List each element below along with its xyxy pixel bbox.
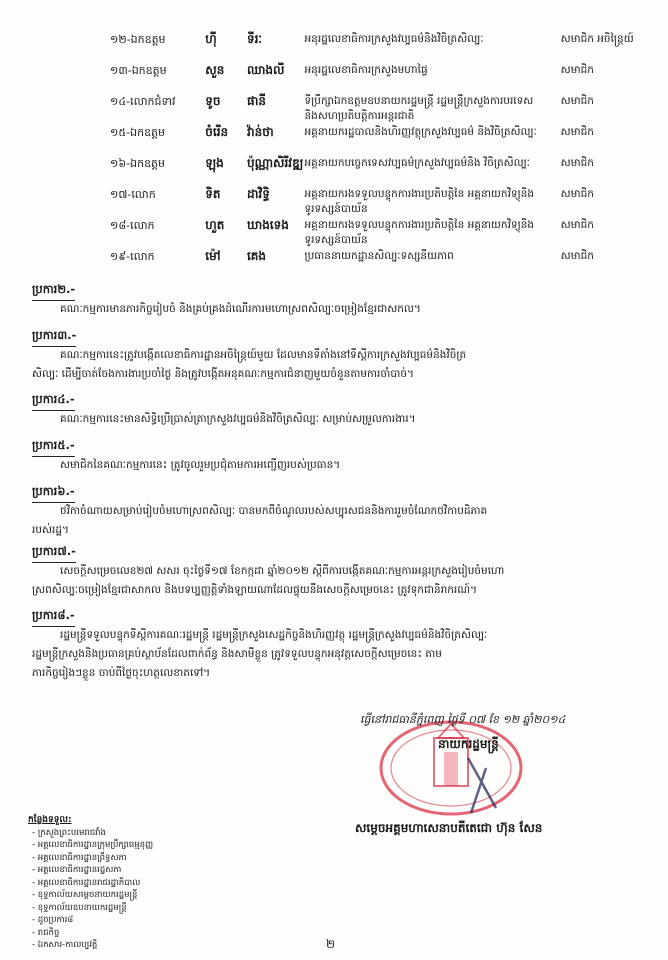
member-surname: ឡុង bbox=[205, 156, 224, 170]
article-body: គណៈកម្មការមានភារកិច្ចរៀបចំ និងគ្រប់គ្រងដំណើរការមហោស្រពសិល្បៈចម្រៀងខ្មែរជាសកល។ bbox=[60, 303, 421, 315]
signing-date: ធ្វើនៅរាជធានីភ្នំពេញ ថ្ងៃទី ០៧ ខែ ១២ ឆ្នាំ២០១៤ bbox=[360, 713, 566, 726]
member-surname: ទូច bbox=[205, 94, 221, 108]
member-given-name: ដាវិទ្ធិ bbox=[246, 187, 270, 201]
article-body-continued: រដ្ឋមន្ត្រីក្រសួងនិងប្រធានគ្រប់ស្ថាប័នដែលពាក់ព័ន្ធ និងសាមីខ្លួន ត្រូវទទួលបន្ទុកអនុវត្តសេចក្ដីសម្រេចនេះ តាម bbox=[32, 648, 442, 660]
signer-title: នាយករដ្ឋមន្ត្រី bbox=[438, 737, 499, 751]
article-body-continued: របស់រដ្ឋ។ bbox=[32, 524, 69, 536]
member-position: អនុរដ្ឋលេខាធិការក្រសួងវប្បធម៌និងវិចិត្រសិល្បៈ bbox=[304, 33, 484, 45]
recipient-item: - ឯកសារ-កាលប្បវត្តិ bbox=[32, 940, 98, 950]
page-number: ២ bbox=[326, 937, 336, 951]
member-surname: ទិត bbox=[205, 187, 221, 201]
member-role: សមាជិក bbox=[560, 157, 594, 169]
member-row bbox=[110, 94, 640, 125]
member-number: ១២-ឯកឧត្តម bbox=[110, 33, 166, 46]
article-heading: ប្រការ៤.- bbox=[32, 392, 75, 411]
member-given-name: ប៉ុណ្ណាសិរីវឌ្ឍ bbox=[246, 156, 304, 170]
article-body: សេចក្ដីសម្រេចលេខ២៧ សសរ ចុះថ្ងៃទី១៧ ខែកក្កដា ឆ្នាំ២០១២ ស្ដីពីការបង្កើតគណៈកម្មការអន្តរក្រសួងរៀបចំមហោ bbox=[60, 565, 505, 577]
member-number: ១៦-ឯកឧត្តម bbox=[110, 157, 165, 170]
article-heading: ប្រការ៣.- bbox=[32, 328, 76, 347]
member-number: ១៥-ឯកឧត្តម bbox=[110, 126, 165, 139]
member-role: សមាជិក bbox=[560, 95, 594, 107]
article-body-continued: ភារកិច្ចរៀងៗខ្លួន ចាប់ពីថ្ងៃចុះហត្ថលេខាតទៅ។ bbox=[32, 667, 211, 679]
member-surname: សួន bbox=[205, 63, 225, 77]
recipient-item: - ដូចប្រការ៨ bbox=[32, 915, 74, 925]
article-heading: ប្រការ៧.- bbox=[32, 544, 76, 563]
member-number: ១៨-លោក bbox=[110, 219, 155, 232]
member-list bbox=[110, 32, 640, 280]
member-number: ១៣-ឯកឧត្តម bbox=[110, 64, 167, 77]
article-body: សមាជិកនៃគណៈកម្មការនេះ ត្រូវចូលរួមប្រជុំតាមការអញ្ជើញរបស់ប្រធាន។ bbox=[60, 459, 341, 471]
recipient-item: - ក្រសួងព្រះបរមរាជវាំង bbox=[32, 827, 106, 838]
member-surname: ហួត bbox=[205, 218, 225, 232]
signatory-name: សម្ដេចអគ្គមហាសេនាបតីតេជោ ហ៊ុន សែន bbox=[355, 821, 543, 835]
official-seal-icon bbox=[376, 718, 526, 818]
article-heading: ប្រការ៨.- bbox=[32, 608, 75, 627]
recipient-item: - អគ្គលេខាធិការដ្ឋានព្រឹទ្ធសភា bbox=[32, 852, 127, 863]
article-heading: ប្រការ៦.- bbox=[32, 484, 75, 503]
article-body: រដ្ឋមន្ត្រីទទួលបន្ទុកទីស្ដីការគណៈរដ្ឋមន្ត្រី រដ្ឋមន្ត្រីក្រសួងសេដ្ឋកិច្ចនិងហិរញ្ញវត្ថុ រដ្ឋមន្ត្រីក្រសួងវប្បធម៌និងវិចិត្រសិល្បៈ bbox=[60, 629, 488, 641]
member-surname: ហ៊ី bbox=[205, 32, 217, 46]
member-role: សមាជិក អចិន្ត្រៃយ៍ bbox=[560, 33, 634, 45]
article-body-continued: ស្រពសិល្បៈចម្រៀងខ្មែរជាសាកល និងបទប្បញ្ញត្តិទាំងឡាយណាដែលផ្ទុយនឹងសេចក្ដីសម្រេចនេះ ត្រូវទុកជានិរាករណ៍។ bbox=[32, 584, 478, 596]
recipient-item: - អគ្គលេខាធិការដ្ឋានក្រុមប្រឹក្សាធម្មនុញ្ញ bbox=[32, 840, 154, 850]
member-position: អគ្គនាយករងទទួលបន្ទុកការងារប្រតិបត្តិនៃ អគ្គនាយកវិទ្យុនិងទូរទស្សន៍បាយ័ន bbox=[304, 219, 535, 246]
recipient-item: - អគ្គលេខាធិការដ្ឋានរាជរដ្ឋាភិបាល bbox=[32, 877, 141, 888]
member-row bbox=[110, 63, 640, 94]
member-given-name: គេង bbox=[246, 249, 266, 263]
member-number: ១៤-លោកជំទាវ bbox=[110, 95, 176, 108]
article-body-continued: សិល្បៈ ដើម្បីចាត់ចែងការងារប្រចាំថ្ងៃ និងត្រូវបង្កើតអនុគណៈកម្មការជំនាញមួយចំនួនតាមការចាំបាច់។ bbox=[32, 368, 414, 380]
member-surname: ម៉ៅ bbox=[205, 249, 221, 263]
recipient-item: - ខុទ្ទកាល័យសម្ដេចនាយករដ្ឋមន្ត្រី bbox=[32, 890, 138, 900]
member-row bbox=[110, 218, 640, 249]
member-row bbox=[110, 125, 640, 156]
member-position: អនុរដ្ឋលេខាធិការក្រសួងមហាផ្ទៃ bbox=[304, 64, 428, 76]
member-row bbox=[110, 249, 640, 280]
member-role: សមាជិក bbox=[560, 64, 594, 76]
member-number: ១៩-លោក bbox=[110, 250, 155, 263]
member-position: អគ្គនាយករដ្ឋបាលនិងហិរញ្ញវត្ថុក្រសួងវប្បធម៌ និងវិចិត្រសិល្បៈ bbox=[304, 126, 537, 138]
article-heading: ប្រការ៥.- bbox=[32, 438, 75, 457]
member-role: សមាជិក bbox=[560, 188, 594, 200]
member-row bbox=[110, 156, 640, 187]
member-role: សមាជិក bbox=[560, 250, 594, 262]
article-body: ថវិកាចំណាយសម្រាប់រៀបចំមហោស្រពសិល្បៈ បានមកពីចំណូលរបស់សប្បុរសជននិងការរួមចំណែកថវិកាបដិភាគ bbox=[60, 505, 488, 517]
member-number: ១៧-លោក bbox=[110, 188, 156, 201]
member-row bbox=[110, 32, 640, 63]
member-given-name: វ៉ាន់ថា bbox=[246, 125, 274, 139]
recipient-item: - អគ្គលេខាធិការដ្ឋានរដ្ឋសភា bbox=[32, 865, 122, 875]
member-surname: ចំរើន bbox=[205, 125, 229, 139]
member-position: ទីប្រឹក្សាឯកឧត្តមឧបនាយករដ្ឋមន្ត្រី រដ្ឋមន្ត្រីក្រសួងការបរទេសនិងសហប្រតិបត្តិការអន្តរជាតិ bbox=[304, 95, 534, 122]
recipients-list bbox=[28, 814, 153, 952]
member-given-name: ផានី bbox=[246, 94, 266, 108]
article-body: គណៈកម្មការនេះមានសិទ្ធិប្រើប្រាស់ត្រាក្រសួងវប្បធម៌និងវិចិត្រសិល្បៈ សម្រាប់សម្រួលការងារ។ bbox=[60, 413, 416, 425]
member-position: អគ្គនាយករងទទួលបន្ទុកការងារប្រតិបត្តិនៃ អគ្គនាយកវិទ្យុនិងទូរទស្សន៍បាយ័ន bbox=[304, 188, 535, 215]
article-heading: ប្រការ២.- bbox=[32, 282, 75, 301]
member-role: សមាជិក bbox=[560, 126, 594, 138]
member-position: ប្រធាននាយកដ្ឋានសិល្បៈទស្សនីយភាព bbox=[304, 250, 454, 262]
recipient-item: - ខុទ្ទកាល័យឧបនាយករដ្ឋមន្ត្រី bbox=[32, 902, 127, 913]
member-given-name: ឈាងលី bbox=[246, 63, 285, 77]
recipients-title: កន្លែងទទួល: bbox=[28, 815, 72, 825]
member-role: សមាជិក bbox=[560, 219, 594, 231]
member-given-name: ទីរៈ bbox=[246, 32, 263, 46]
member-row bbox=[110, 187, 640, 218]
member-position: អគ្គនាយកបច្ចេកទេសវប្បធម៌ក្រសួងវប្បធម៌និង វិចិត្រសិល្បៈ bbox=[304, 157, 530, 169]
article-body: គណៈកម្មការនេះត្រូវបង្កើតលេខាធិការដ្ឋានអចិន្ត្រៃយ៍មួយ ដែលមានទីតាំងនៅទីស្ដីការក្រសួងវប្បធម៌និងវិចិត្រ bbox=[60, 349, 467, 361]
recipient-item: - រាជកិច្ច bbox=[32, 927, 60, 938]
member-given-name: ឃាងទេង bbox=[246, 218, 289, 232]
